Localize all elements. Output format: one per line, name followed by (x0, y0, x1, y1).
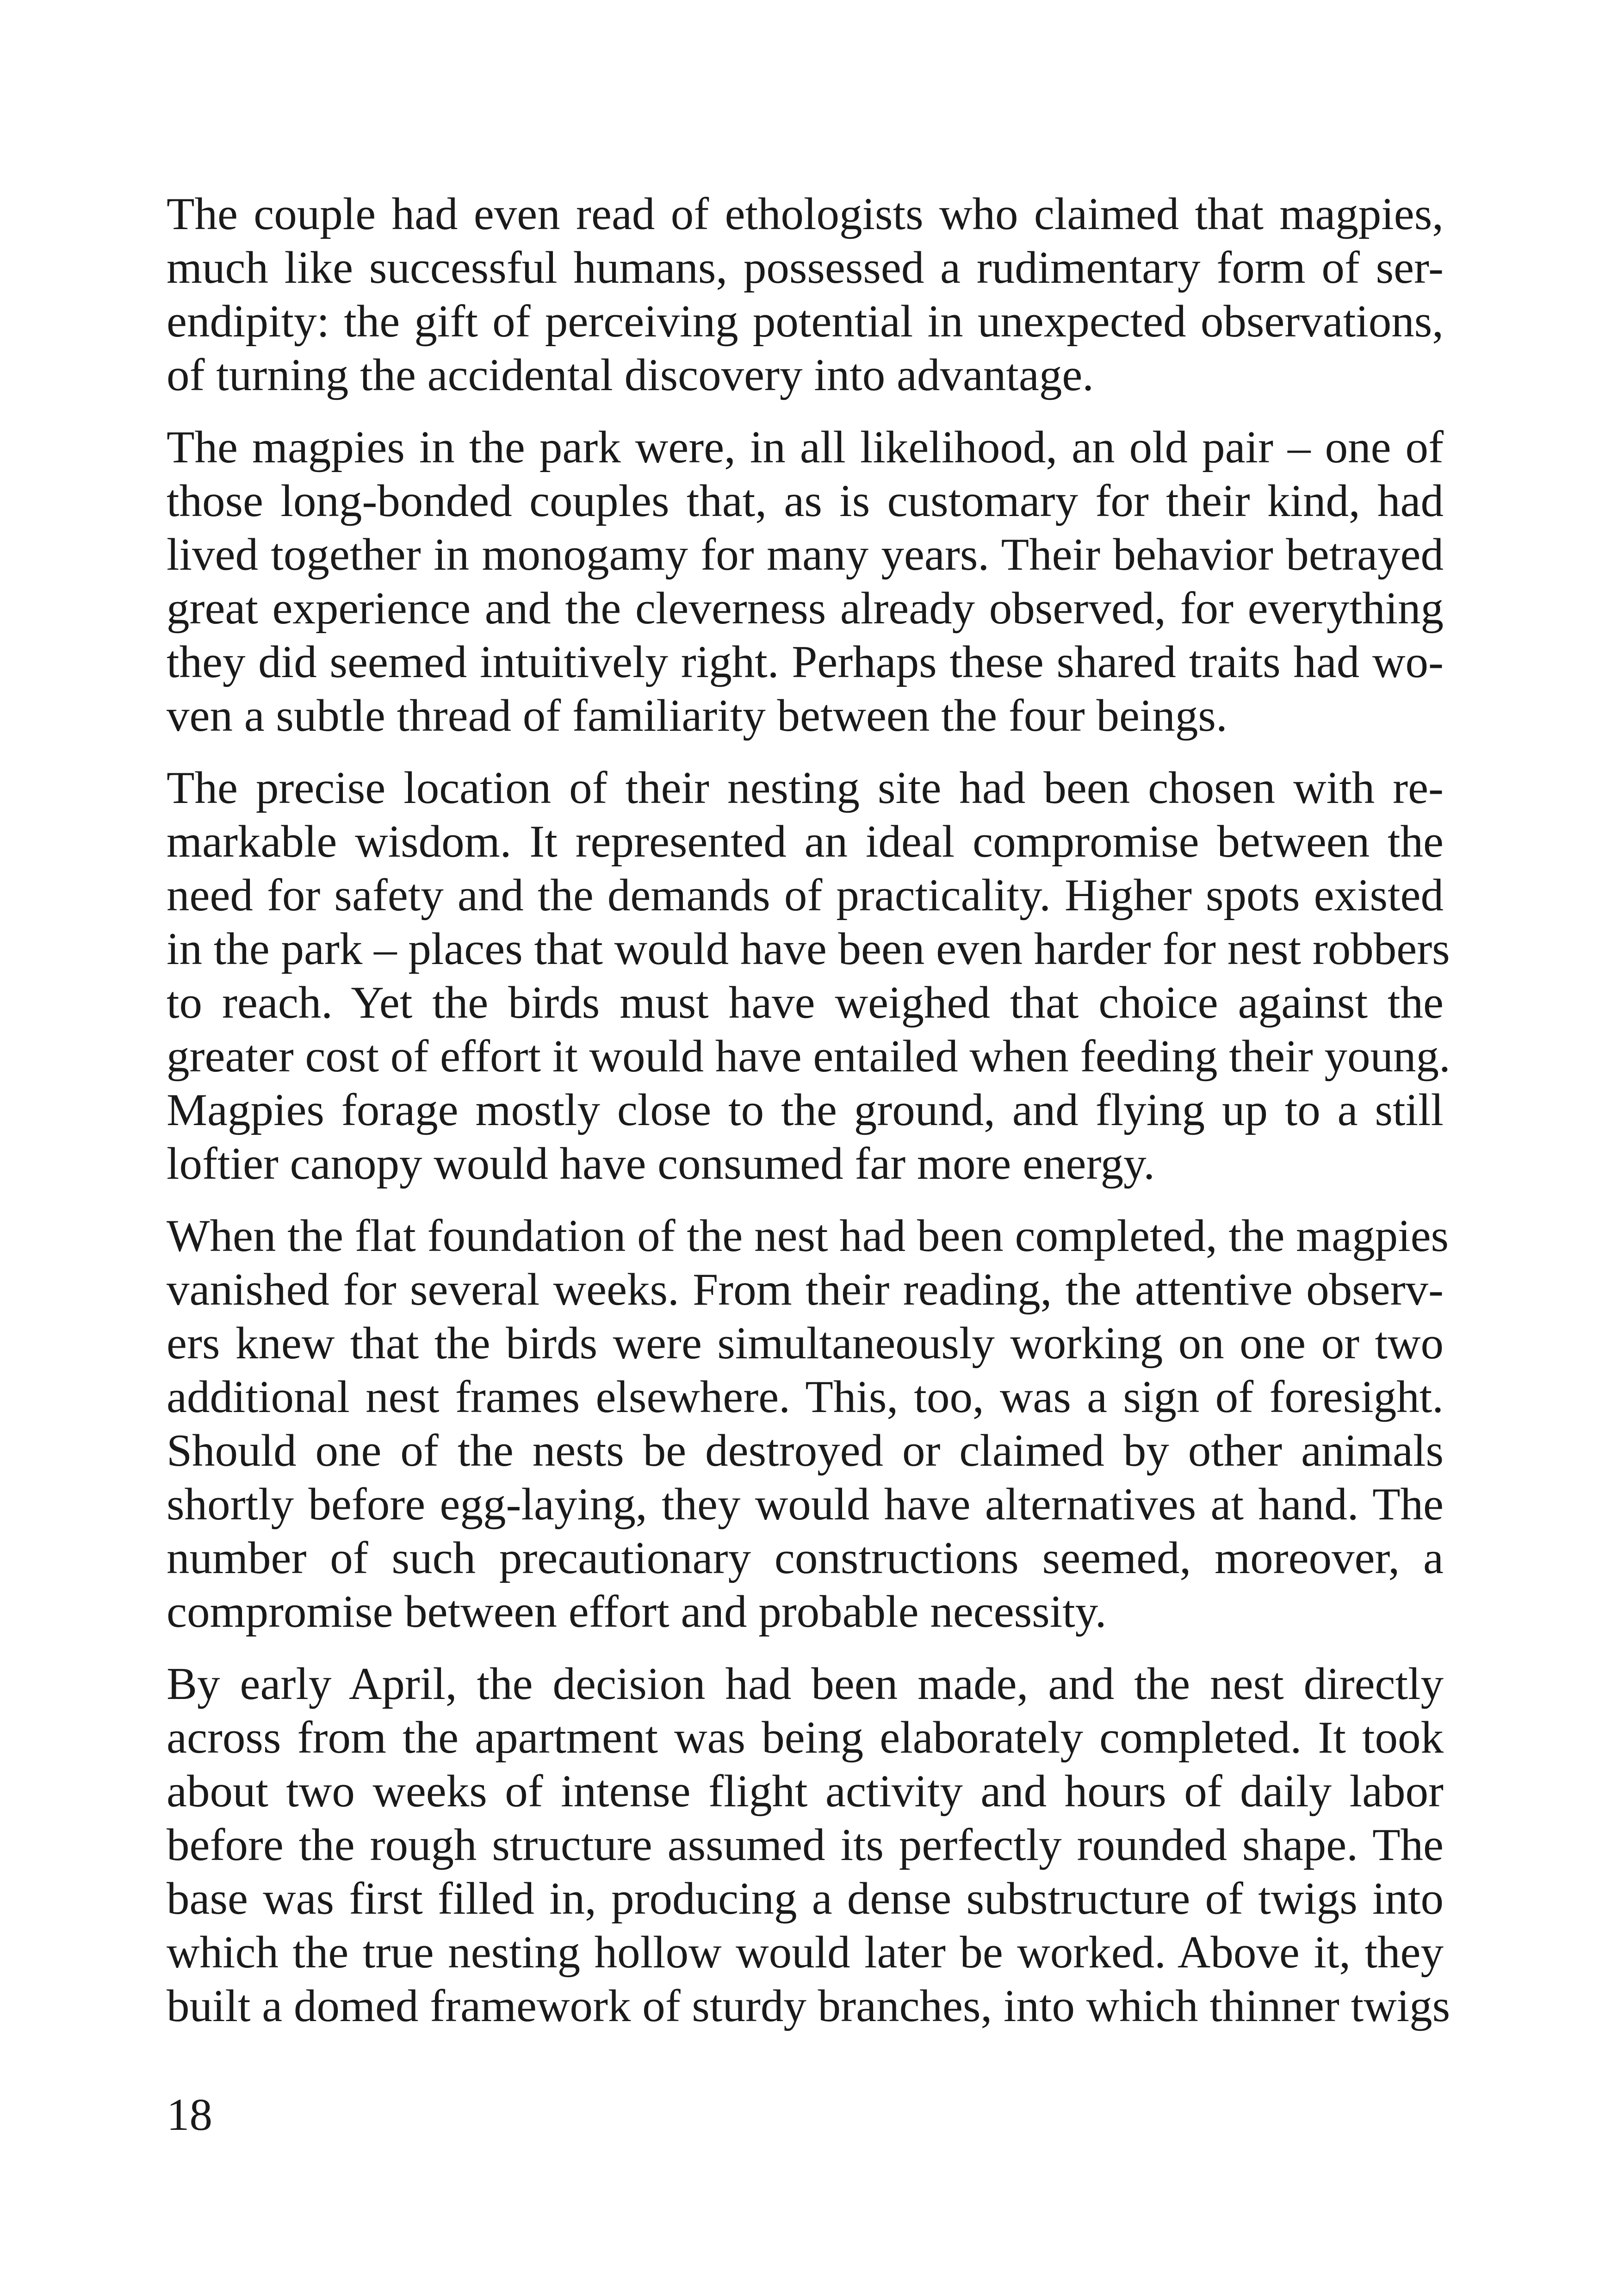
text-line: which the true nesting hollow would later be worked. Above it, they (167, 1927, 1444, 1978)
text-line: across from the apartment was being elaborately completed. It took (167, 1712, 1444, 1763)
paragraph-5 (167, 1657, 1451, 2033)
text-line: greater cost of effort it would have entailed when feeding their young. (167, 1031, 1451, 1082)
page-number: 18 (167, 2090, 212, 2140)
text-line: those long-bonded couples that, as is customary for their kind, had (167, 476, 1444, 526)
paragraph-2 (167, 421, 1444, 743)
text-line: great experience and the cleverness already observed, for everything (167, 583, 1444, 634)
text-line: built a domed framework of sturdy branches, into which thinner twigs (167, 1981, 1451, 2031)
paragraph-1 (167, 187, 1444, 402)
text-line: markable wisdom. It represented an ideal compromise between the (167, 816, 1444, 867)
text-line: The couple had even read of ethologists who claimed that magpies, (167, 189, 1444, 239)
text-line: endipity: the gift of perceiving potential in unexpected observations, (167, 296, 1444, 347)
text-line: before the rough structure assumed its perfectly rounded shape. The (167, 1820, 1444, 1870)
text-line: ven a subtle thread of familiarity between the four beings. (167, 691, 1227, 741)
text-line: The precise location of their nesting site had been chosen with re- (167, 763, 1444, 813)
text-line: lived together in monogamy for many years. Their behavior betrayed (167, 529, 1444, 580)
text-line: base was first filled in, producing a dense substructure of twigs into (167, 1873, 1444, 1924)
text-line: of turning the accidental discovery into advantage. (167, 350, 1094, 400)
text-line: number of such precautionary constructions seemed, moreover, a (167, 1533, 1444, 1583)
text-line: about two weeks of intense flight activity and hours of daily labor (167, 1766, 1444, 1817)
text-line: By early April, the decision had been made, and the nest directly (167, 1659, 1444, 1709)
text-line: compromise between effort and probable necessity. (167, 1587, 1107, 1637)
text-line: in the park – places that would have been even harder for nest robbers (167, 924, 1450, 974)
text-line: vanished for several weeks. From their reading, the attentive observ- (167, 1264, 1444, 1315)
text-line: additional nest frames elsewhere. This, too, was a sign of foresight. (167, 1372, 1444, 1422)
paragraph-3 (167, 761, 1451, 1191)
text-line: Magpies forage mostly close to the ground, and flying up to a still (167, 1085, 1444, 1135)
text-line: Should one of the nests be destroyed or claimed by other animals (167, 1425, 1444, 1476)
text-line: to reach. Yet the birds must have weighed that choice against the (167, 977, 1444, 1028)
text-line: they did seemed intuitively right. Perhaps these shared traits had wo- (167, 637, 1444, 687)
text-line: ers knew that the birds were simultaneously working on one or two (167, 1318, 1444, 1369)
text-line: loftier canopy would have consumed far more energy. (167, 1139, 1155, 1189)
text-line: much like successful humans, possessed a rudimentary form of ser- (167, 243, 1444, 293)
paragraph-4 (167, 1209, 1449, 1639)
text-line: The magpies in the park were, in all likelihood, an old pair – one of (167, 422, 1444, 473)
text-line: need for safety and the demands of practicality. Higher spots existed (167, 870, 1444, 921)
text-line: When the flat foundation of the nest had been completed, the magpies (167, 1211, 1449, 1261)
text-line: shortly before egg-laying, they would have alternatives at hand. The (167, 1479, 1444, 1530)
body-text (167, 187, 1451, 2052)
